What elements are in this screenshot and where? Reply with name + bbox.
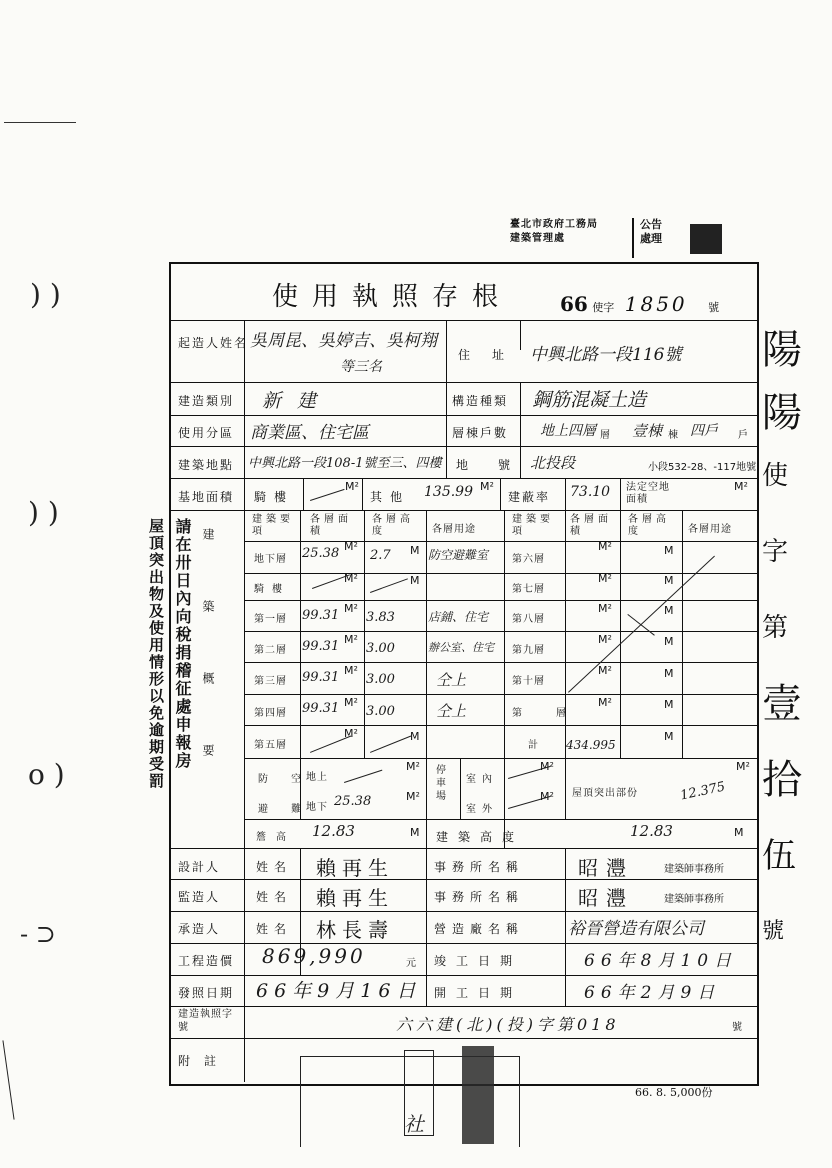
floor-name-r: 第九層 <box>512 645 545 656</box>
building-permit-suffix: 號 <box>732 1022 743 1033</box>
notice-col-2: 請在卅日內向稅捐稽征處申報房 <box>173 518 192 770</box>
header-height: 各層高度 <box>372 514 414 537</box>
form-title: 使用執照存根 <box>272 282 513 312</box>
header-height-r: 各層高度 <box>628 514 670 537</box>
land-value: 北投段 <box>530 454 576 472</box>
margin-char: 陽 <box>762 327 802 373</box>
indoor-label: 室內 <box>466 774 498 785</box>
eave-unit: M <box>410 826 420 839</box>
buildings-value: 壹棟 <box>632 422 663 440</box>
open-space-unit: M² <box>734 480 748 493</box>
builder-value: 吳周昆、吳婷吉、吳柯翔 <box>250 331 437 351</box>
stamp-line-3: 公告 <box>640 218 662 231</box>
floor-height: 3.83 <box>366 610 395 625</box>
note-label: 附註 <box>178 1054 231 1068</box>
cost-unit: 元 <box>406 958 417 969</box>
shelter-label-2: 避 難 <box>258 804 312 815</box>
building-permit-label: 建造執照字號 <box>178 1009 233 1033</box>
floor-name: 第一層 <box>254 614 287 625</box>
floors-value: 地上四層 <box>540 423 596 439</box>
margin-char: 伍 <box>762 836 796 876</box>
other-value: 135.99 <box>424 484 473 500</box>
header-area: 各層面積 <box>310 514 352 537</box>
floor-area: 99.31 <box>302 608 340 623</box>
unit-unit: 戶 <box>738 430 749 441</box>
builder-label: 起造人姓名 <box>178 336 249 350</box>
supervisor-office: 昭灃 <box>578 886 634 910</box>
start-date-label: 開工日期 <box>434 986 523 1000</box>
roof-label: 屋頂突出部份 <box>572 788 638 799</box>
other-label: 其他 <box>370 490 411 504</box>
cost-label: 工程造價 <box>178 954 235 968</box>
site-label: 建築地點 <box>178 458 235 472</box>
contractor-label: 承造人 <box>178 922 221 936</box>
coverage-value: 73.10 <box>570 484 611 500</box>
zone-value: 商業區、住宅區 <box>250 423 369 443</box>
floors-label: 層棟戶數 <box>452 426 509 440</box>
floor-name: 第三層 <box>254 676 287 687</box>
floor-name-r: 第 層 <box>512 708 578 719</box>
margin-mark: o ) <box>28 758 65 791</box>
land-extra: 小段532-28、-117地號 <box>648 462 757 473</box>
margin-char: 字 <box>762 537 789 567</box>
issue-date-value: 66年9月16日 <box>256 980 422 1002</box>
below-value: 25.38 <box>334 794 372 809</box>
supervisor-label: 監造人 <box>178 890 221 904</box>
type-value: 新建 <box>262 390 333 412</box>
shelter-label-1: 防 空 <box>258 774 312 785</box>
designer-office: 昭灃 <box>578 856 634 880</box>
eave-value: 12.83 <box>312 822 355 840</box>
floor-name-r: 第七層 <box>512 584 545 595</box>
stamp-line-1: 臺北市政府工務局 <box>510 219 598 230</box>
margin-mark: ) ) <box>30 278 61 311</box>
building-height-value: 12.83 <box>630 822 673 840</box>
floor-area: 99.31 <box>302 701 340 716</box>
print-run: 66. 8. 5,000份 <box>635 1086 713 1099</box>
floor-unit: 層 <box>600 430 611 441</box>
permit-number <box>560 292 719 316</box>
outdoor-label: 室外 <box>466 804 498 815</box>
arcade-unit: M² <box>345 480 359 493</box>
eave-label: 簷高 <box>256 832 296 843</box>
base-area-label: 基地面積 <box>178 490 235 504</box>
floor-height: 3.00 <box>366 672 395 687</box>
floor-area: 99.31 <box>302 639 340 654</box>
building-unit: 棟 <box>668 430 679 441</box>
issue-date-label: 發照日期 <box>178 986 235 1000</box>
start-date-value: 66年2月9日 <box>584 983 721 1003</box>
finish-date-value: 66年8月10日 <box>584 951 738 971</box>
above-label: 地上 <box>306 772 328 783</box>
header-use-r: 各層用途 <box>688 524 732 535</box>
permit-num: 1850 <box>624 292 688 316</box>
floor-name-r: 第八層 <box>512 614 545 625</box>
permit-prefix: 66 <box>560 292 588 316</box>
floor-use: 防空避難室 <box>428 548 489 562</box>
supervisor-office-label: 事務所名稱 <box>434 890 525 904</box>
margin-mark: ) ) <box>28 496 59 529</box>
overview-label: 建築概要 <box>201 528 215 816</box>
zone-label: 使用分區 <box>178 426 235 440</box>
floor-name: 騎樓 <box>254 584 290 595</box>
stamp-line-4: 處理 <box>640 232 662 245</box>
parking-label: 停車場 <box>436 765 447 802</box>
contractor-name: 林長壽 <box>316 918 394 942</box>
floor-use: 辦公室、住宅 <box>428 641 494 654</box>
margin-char: 使 <box>762 461 789 491</box>
notice-col-1: 屋頂突出物及使用情形以免逾期受罰 <box>147 518 165 790</box>
ink-block <box>690 224 722 254</box>
permit-char: 使字 <box>592 301 615 314</box>
margin-char: 陽 <box>762 390 802 436</box>
margin-char: 號 <box>762 919 785 944</box>
floor-height: 2.7 <box>370 548 391 563</box>
supervisor-office-suffix: 建築師事務所 <box>664 894 724 905</box>
type-label: 建造類別 <box>178 394 235 408</box>
cost-value: 869,990 <box>262 944 366 968</box>
header-item: 建築要項 <box>252 514 294 537</box>
designer-label: 設計人 <box>178 860 221 874</box>
building-permit-value: 六六建(北)(投)字第018 <box>396 1015 620 1034</box>
coverage-label: 建蔽率 <box>508 490 551 504</box>
header-item-r: 建築要項 <box>512 514 554 537</box>
top-stamp <box>510 218 725 262</box>
floor-height: 3.00 <box>366 704 395 719</box>
designer-office-label: 事務所名稱 <box>434 860 525 874</box>
total-area: 434.995 <box>566 738 616 752</box>
other-unit: M² <box>480 480 494 493</box>
open-space-label: 法定空地面積 <box>626 482 670 505</box>
address-value: 中興北路一段116號 <box>530 345 682 365</box>
header-use: 各層用途 <box>432 524 476 535</box>
floor-area: 99.31 <box>302 670 340 685</box>
floor-name: 第四層 <box>254 708 287 719</box>
note-scribble: 社 <box>404 1112 424 1136</box>
roof-value: 12.375 <box>678 779 727 804</box>
contractor-name-label: 姓名 <box>256 922 293 936</box>
floor-name: 地下層 <box>254 554 287 565</box>
floor-name-r: 第六層 <box>512 554 545 565</box>
supervisor-name-label: 姓名 <box>256 890 293 904</box>
floor-use: 店鋪、住宅 <box>428 610 489 624</box>
contractor-office: 裕晉營造有限公司 <box>568 919 704 939</box>
floor-height: 3.00 <box>366 641 395 656</box>
margin-mark: - ⊃ <box>20 920 56 948</box>
floor-name: 第五層 <box>254 740 287 751</box>
right-margin <box>762 312 822 970</box>
land-label: 地號 <box>456 458 541 472</box>
structure-value: 鋼筋混凝土造 <box>532 389 647 411</box>
header-area-r: 各層面積 <box>570 514 612 537</box>
stamp-line-2: 建築管理處 <box>510 233 565 244</box>
site-value: 中興北路一段108-1號至三、四樓 <box>248 456 442 471</box>
supervisor-name: 賴再生 <box>316 886 394 910</box>
finish-date-label: 竣工日期 <box>434 954 523 968</box>
arcade-label: 騎樓 <box>254 490 295 504</box>
floor-area: 25.38 <box>302 546 340 561</box>
building-height-label: 建築高度 <box>436 830 525 844</box>
structure-label: 構造種類 <box>452 394 509 408</box>
floor-name-r: 第十層 <box>512 676 545 687</box>
margin-char: 第 <box>762 613 789 643</box>
units-value: 四戶 <box>690 423 718 439</box>
margin-char: 拾 <box>762 757 802 803</box>
building-height-unit: M <box>734 826 744 839</box>
designer-name: 賴再生 <box>316 856 394 880</box>
margin-char: 壹 <box>762 681 802 727</box>
total-label: 計 <box>528 740 539 751</box>
ink-stamp <box>462 1046 494 1144</box>
contractor-office-label: 營造廠名稱 <box>434 922 525 936</box>
builder-note: 等三名 <box>340 359 382 375</box>
designer-office-suffix: 建築師事務所 <box>664 864 724 875</box>
floor-name: 第二層 <box>254 645 287 656</box>
floor-use: 仝上 <box>436 671 467 689</box>
floor-use: 仝上 <box>436 702 467 720</box>
below-label: 地下 <box>306 802 328 813</box>
designer-name-label: 姓名 <box>256 860 293 874</box>
permit-suffix: 號 <box>708 301 720 314</box>
address-label: 住址 <box>458 348 527 362</box>
